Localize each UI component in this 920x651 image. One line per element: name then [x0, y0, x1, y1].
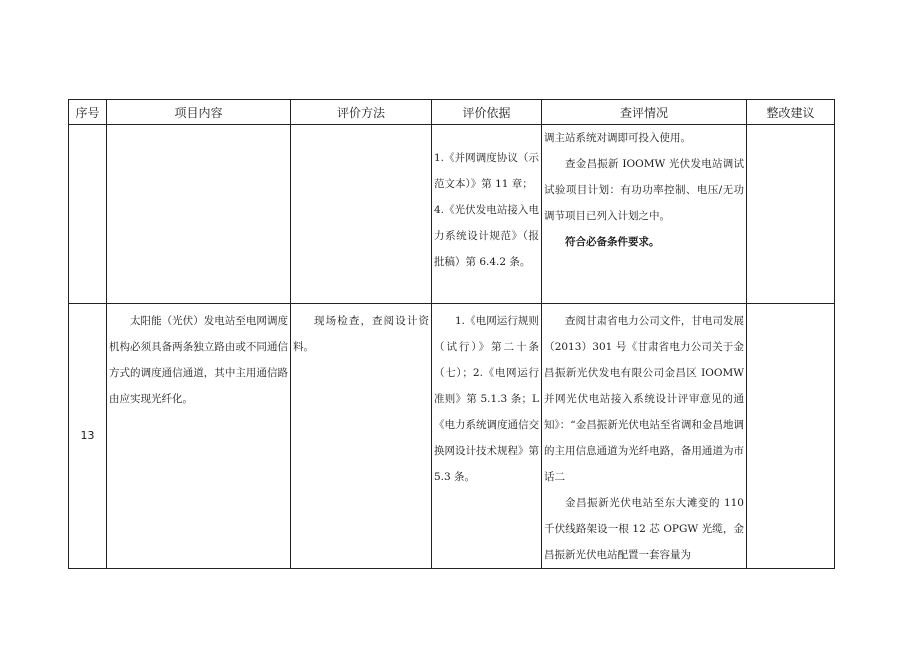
row-no: 13	[69, 304, 107, 569]
evaluation-table	[68, 99, 835, 569]
header-method: 评价方法	[291, 100, 432, 125]
findings-paragraph: 调主站系统对调即可投入使用。	[544, 132, 691, 144]
header-suggestion: 整改建议	[747, 100, 835, 125]
row-basis	[432, 304, 542, 569]
header-basis: 评价依据	[432, 100, 542, 125]
basis-item: 1.《并网调度协议（示范文本）》第 11 章；	[434, 152, 539, 190]
row-findings	[542, 304, 747, 569]
findings-paragraph: 金昌振新光伏电站至东大滩变的 110 千伏线路架设一根 12 芯 OPGW 光缆，金昌振新光伏电站配置一套容量为	[544, 497, 744, 561]
row-findings	[542, 125, 747, 304]
table-row	[69, 304, 835, 569]
row-content	[107, 304, 291, 569]
row-content	[107, 125, 291, 304]
header-findings: 查评情况	[542, 100, 747, 125]
basis-item: 4.《光伏发电站接入电力系统设计规范》（报批稿）第 6.4.2 条。	[434, 204, 539, 268]
header-no: 序号	[69, 100, 107, 125]
row-method	[291, 125, 432, 304]
findings-paragraph: 查金昌振新 IOOMW 光伏发电站调试试验项目计划：有功功率控制、电压/无功调节项目已列入计划之中。	[544, 158, 744, 222]
row-no	[69, 125, 107, 304]
method-paragraph: 现场检查，查阅设计资料。	[293, 315, 429, 353]
basis-item: 1.《电网运行规则（试行）》第二十条（七）；2.《电网运行准则》第 5.1.3 条；L《电力系统调度通信交换网设计技术规程》第 5.3 条。	[434, 315, 539, 483]
row-basis	[432, 125, 542, 304]
header-content: 项目内容	[107, 100, 291, 125]
row-suggestion	[747, 125, 835, 304]
table-header-row	[69, 100, 835, 125]
content-paragraph: 太阳能（光伏）发电站至电网调度机构必须具备两条独立路由或不同通信方式的调度通信通道，其中主用通信路由应实现光纤化。	[109, 315, 288, 405]
findings-conclusion: 符合必备条件要求。	[565, 236, 660, 248]
row-method	[291, 304, 432, 569]
row-suggestion	[747, 304, 835, 569]
findings-paragraph: 查阅甘肃省电力公司文件，甘电司发展（2013）301 号《甘肃省电力公司关于金昌振新光伏发电有限公司金昌区 IOOMW 并网光伏电站接入系统设计评审意见的通知》：“金昌振新光伏电站至省调和金昌地调的主用信息通道为光纤电路，备用通道为市话二	[544, 315, 744, 483]
table-row	[69, 125, 835, 304]
